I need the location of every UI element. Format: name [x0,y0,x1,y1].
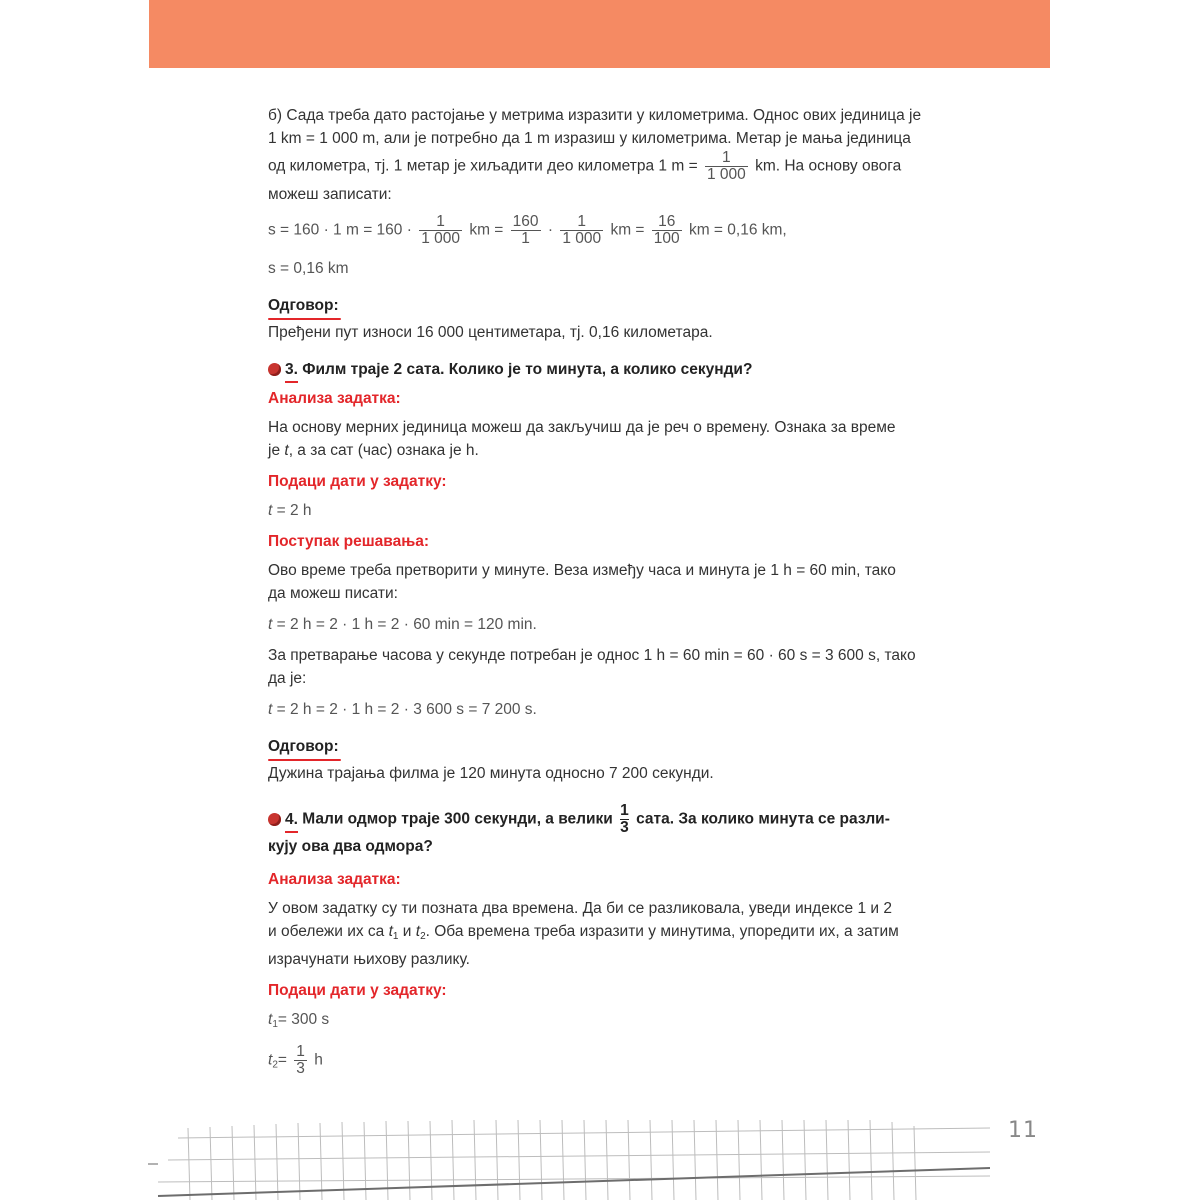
task-3-equation-2: t = 2 h = 2 · 1 h = 2 · 3 600 s = 7 200 s. [268,701,537,718]
task-number: 4. [285,810,298,828]
part-b-paragraph [268,104,973,206]
result-line: s = 0,16 km [268,260,349,277]
bullet-dot-icon [268,813,281,826]
task-3-equation-1: t = 2 h = 2 · 1 h = 2 · 60 min = 120 min. [268,616,537,633]
given-data-heading: Подаци дати у задатку: [268,473,447,490]
one-third-fraction: $\frac{1}{3}$ [620,802,629,836]
task-3-answer-text: Дужина трајања филма је 120 минута односно 7 200 секунди. [268,765,714,782]
task-number: 3. [285,361,298,378]
page-number: 11 [1008,1118,1038,1143]
task-4-analysis: У овом задатку су ти позната два времена. Да би се разликовала, уведи индексе 1 и 2 и обележи их са $t_1$ и $t_2$. Оба времена треба изразити у минутима, упоредити их, а затим израчунати њихову разлику. [268,900,899,968]
task-4-question: 4. Мали одмор траје 300 секунди, а велики $\frac{1}{3}$ сата. За колико минута се разли- кују ова два одмора? [268,802,890,855]
task-3-given: t = 2 h [268,502,312,519]
task-3-procedure-2: За претварање часова у секунде потребан је однос 1 h = 60 min = 60 · 60 s = 3 600 s, тако да је: [268,647,916,687]
procedure-heading: Поступак решавања: [268,533,430,550]
answer-text: Пређени пут износи 16 000 центиметара, тј. 0,16 километара. [268,324,713,341]
task-3-procedure-1: Ово време треба претворити у минуте. Веза између часа и минута је 1 h = 60 min, тако да можеш писати: [268,562,896,602]
header-color-band [149,0,1050,68]
task-3-question [268,358,973,381]
conversion-equation: s = 160 · 1 m = 160 · $\frac{1}{1 000}$ km = $\frac{160}{1}$ · $\frac{1}{1 000}$ km = $\frac{16}{100}$ km = 0,16 km, [268,213,787,247]
task-4-given-2: $t_2=$ $\frac{1}{3}$ h [268,1043,323,1077]
answer-heading: Одговор: [268,294,339,317]
bullet-dot-icon [268,363,281,376]
given-data-heading: Подаци дати у задатку: [268,982,447,999]
answer-heading: Одговор: [268,735,339,758]
task-3-analysis: На основу мерних јединица можеш да закључиш да је реч о времену. Ознака за време је t, а за сат (час) ознака је h. [268,419,896,459]
task-3-text: Филм траје 2 сата. Колико је то минута, а колико секунди? [302,361,753,378]
part-b-line-3-end: km. На основу овога [755,157,902,175]
task-4-given-1: $t_1= 300$ s [268,1011,330,1030]
part-b-line-1: б) Сада треба дато растојање у метрима изразити у километрима. Однос ових јединица је [268,107,922,124]
analysis-heading: Анализа задатка: [268,871,401,888]
page-content [268,104,973,1085]
part-b-line-3: од километра, тј. 1 метар је хиљадити део километра 1 m = [268,157,698,175]
fraction-one-thousandth: $\frac{1}{1 000}$ [706,149,746,183]
part-b-line-2: 1 km = 1 000 m, али је потребно да 1 m изразиш у километрима. Метар је мања јединица [268,130,911,147]
part-b-line-4: можеш записати: [268,186,392,203]
graph-paper-decoration [148,1120,990,1200]
analysis-heading: Анализа задатка: [268,390,401,407]
